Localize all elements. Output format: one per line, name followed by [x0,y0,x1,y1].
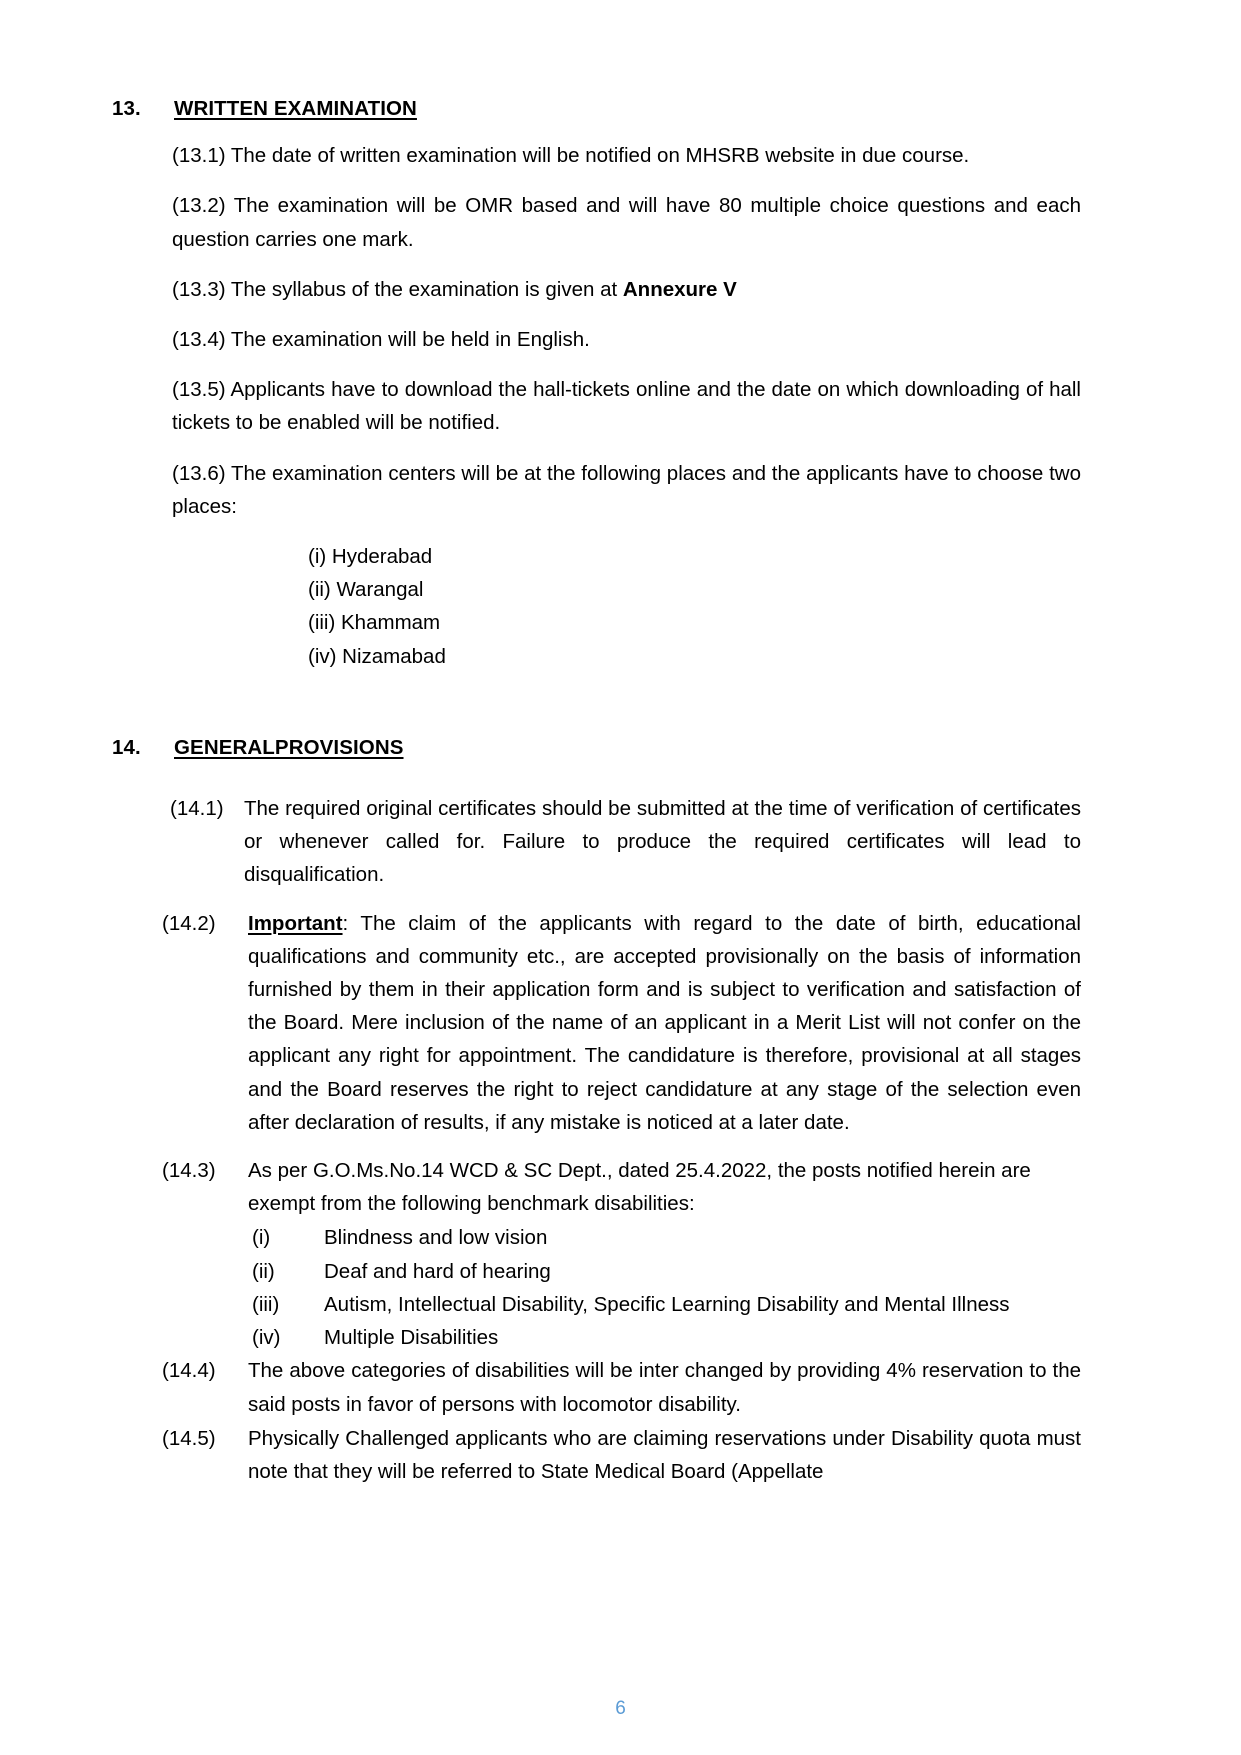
list-item-numeral: (iii) [252,1292,280,1316]
paragraph-14-1-text: The required original certificates should be submitted at the time of verification of certificates or whenever called for. Failure to produce the required certificates will lead to disqualification. [244,797,1081,887]
list-item-label: Multiple Disabilities [324,1326,499,1350]
list-item-label: Blindness and low vision [324,1226,548,1250]
paragraph-13-3 [112,273,1081,306]
paragraph-13-4: (13.4) The examination will be held in English. [172,328,590,352]
paragraph-13-6: (13.6) The examination centers will be at the following places and the applicants have to choose two places: [172,461,1081,518]
section-14-title: GENERALPROVISIONS [174,735,404,759]
paragraph-14-3-tag: (14.3) [162,1159,216,1183]
paragraph-14-4 [112,1354,1081,1420]
section-13-heading [112,92,1081,125]
list-item-numeral: (i) [252,1226,271,1250]
paragraph-14-2-tag: (14.2) [162,911,216,935]
list-item: (iv) Nizamabad [308,644,446,668]
paragraph-13-5: (13.5) Applicants have to download the hall-tickets online and the date on which downloading of hall tickets to be enabled will be notified. [172,378,1081,435]
list-item-numeral: (ii) [252,1259,275,1283]
paragraph-spacer [112,893,1081,907]
list-item [252,1288,1081,1321]
paragraph-14-2-body: : The claim of the applicants with regard to the date of birth, educational qualifications and community etc., are accepted provisionally on the basis of information furnished by them in their application form and is subject to verification and satisfaction of the Board. Mere inclusion of the name of an applicant in a Merit List will not confer on the applicant any right for appointment. The candidature is therefore, provisional at all stages and the Board reserves the right to reject candidature at any stage of the selection even after declaration of results, if any mistake is noticed at a later date. [248,911,1081,1134]
paragraph-spacer [112,1140,1081,1154]
section-13-title: WRITTEN EXAMINATION [174,97,417,120]
heading-spacer [112,778,1081,792]
list-item [252,1221,1081,1254]
list-item: (i) Hyderabad [308,545,433,569]
paragraph-13-3-text: (13.3) The syllabus of the examination is given at [172,277,623,301]
paragraph-13-2: (13.2) The examination will be OMR based and will have 80 multiple choice questions and each question carries one mark. [172,194,1081,251]
section-14-heading [112,731,1081,764]
paragraph-14-5 [112,1422,1081,1488]
section-13-number: 13. [112,97,141,120]
paragraph-14-5-text: Physically Challenged applicants who are claiming reservations under Disability quota must note that they will be referred to State Medical Board (Appellate [248,1426,1081,1483]
section-spacer [112,673,1081,731]
paragraph-14-3 [112,1154,1081,1220]
paragraph-14-1 [112,792,1081,892]
section-14-number: 14. [112,735,141,759]
list-item: (iii) Khammam [308,611,441,635]
benchmark-disability-list [112,1221,1081,1354]
list-item [252,1255,1081,1288]
exam-center-list [112,540,1081,673]
paragraph-14-5-tag: (14.5) [162,1426,216,1450]
paragraph-14-1-tag: (14.1) [170,797,224,821]
important-label: Important [248,911,343,935]
list-item-numeral: (iv) [252,1326,281,1350]
list-item-label: Autism, Intellectual Disability, Specific Learning Disability and Mental Illness [324,1292,1010,1316]
paragraph-13-1: (13.1) The date of written examination will be notified on MHSRB website in due course. [172,144,970,168]
list-item-label: Deaf and hard of hearing [324,1259,551,1283]
paragraph-14-4-tag: (14.4) [162,1359,216,1383]
list-item [252,1321,1081,1354]
paragraph-14-2 [112,907,1081,1139]
paragraph-14-3-text: As per G.O.Ms.No.14 WCD & SC Dept., dated 25.4.2022, the posts notified herein are exempt from the following benchmark disabilities: [248,1159,1031,1216]
paragraph-14-2-text [248,907,1081,1139]
page-number: 6 [615,1698,626,1720]
list-item: (ii) Warangal [308,578,424,602]
paragraph-14-4-text: The above categories of disabilities will be inter changed by providing 4% reservation to the said posts in favor of persons with locomotor disability. [248,1359,1081,1416]
annexure-reference: Annexure V [622,277,737,301]
